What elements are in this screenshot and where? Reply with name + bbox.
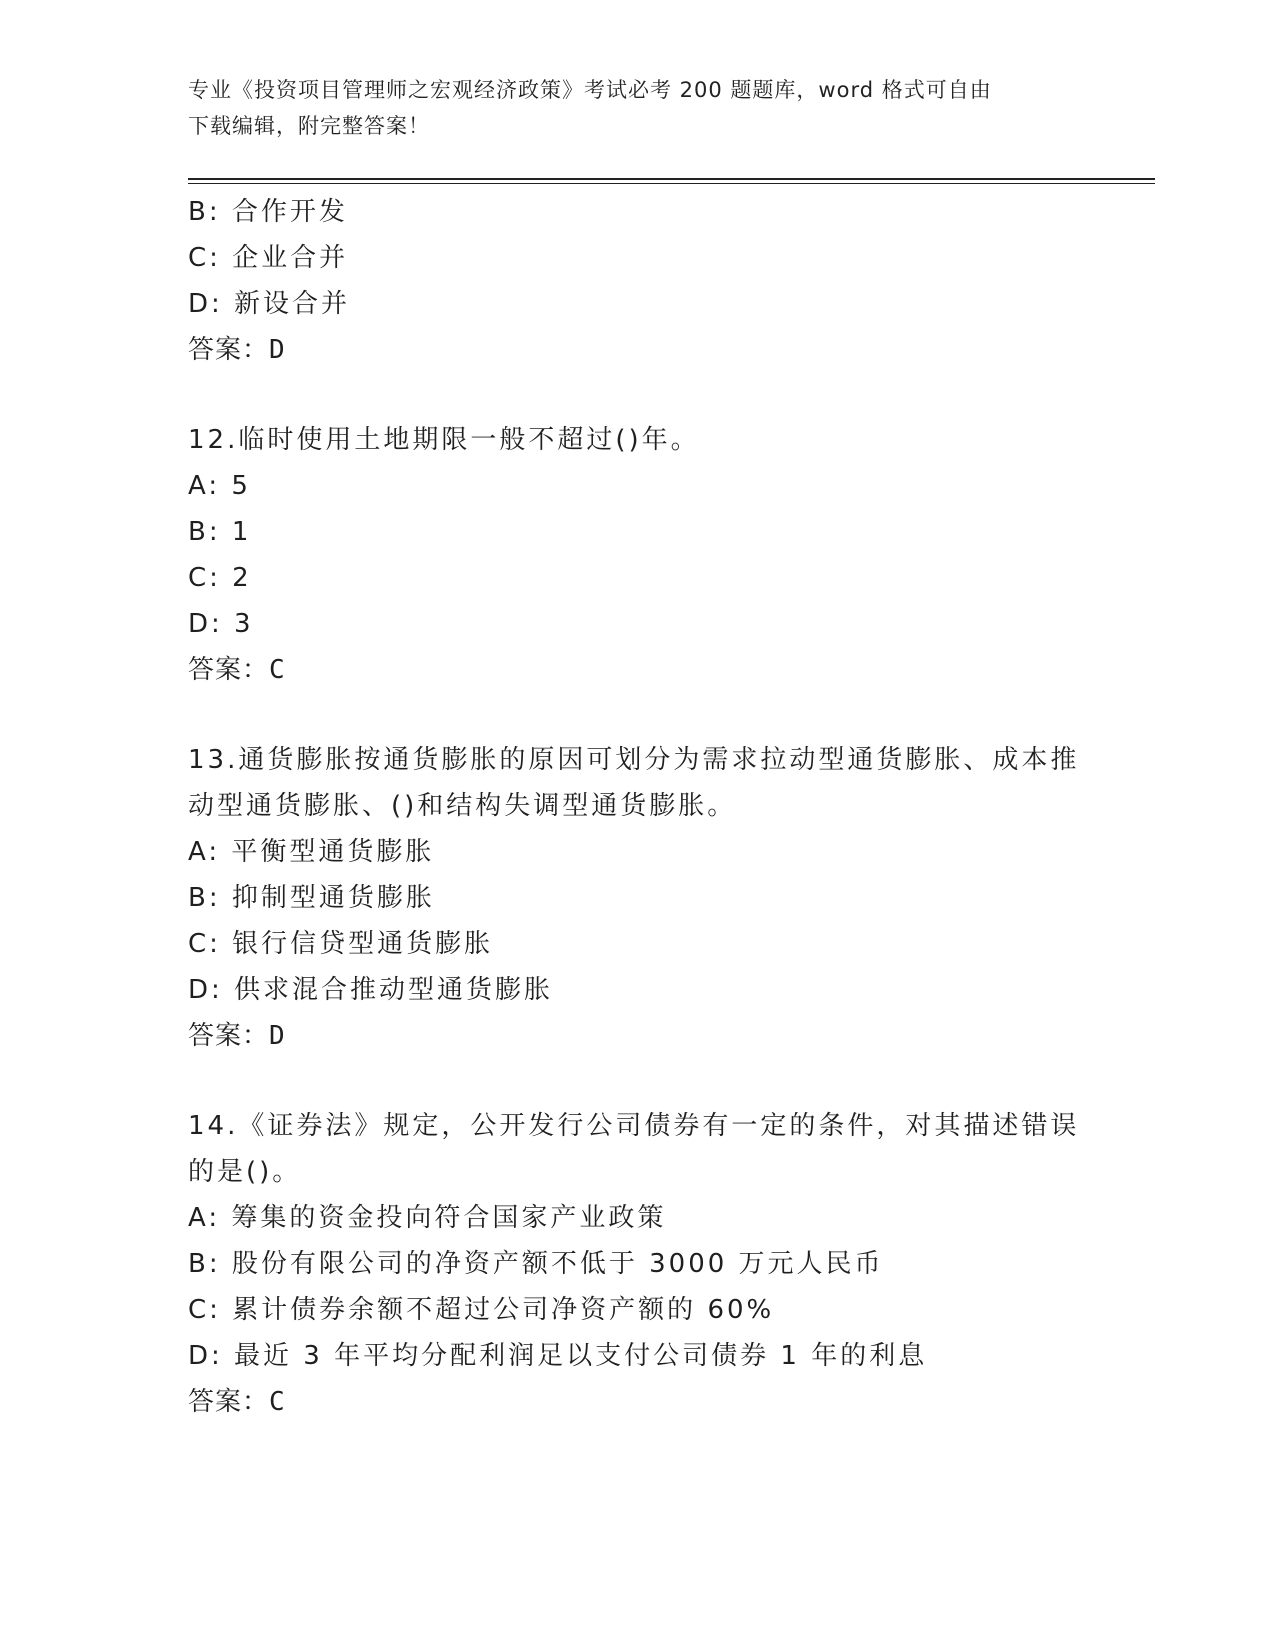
option-a: A: 筹集的资金投向符合国家产业政策 [188, 1203, 667, 1233]
document-header [188, 72, 1068, 144]
answer-line: 答案：C [188, 655, 286, 685]
option-d: D: 最近 3 年平均分配利润足以支付公司债券 1 年的利息 [188, 1341, 928, 1371]
question-spacer [188, 373, 1088, 417]
option-d: D: 供求混合推动型通货膨胀 [188, 975, 554, 1005]
question-11-continued [188, 189, 1088, 373]
header-divider-thin [188, 183, 1155, 184]
header-line-1: 专业《投资项目管理师之宏观经济政策》考试必考 200 题题库，word 格式可自由 [188, 78, 992, 102]
option-b: B: 合作开发 [188, 197, 348, 227]
question-list [188, 189, 1088, 1425]
header-line-2: 下载编辑，附完整答案！ [188, 114, 430, 138]
option-b: B: 1 [188, 517, 252, 547]
answer-line: 答案：D [188, 335, 286, 365]
option-d: D: 3 [188, 609, 254, 639]
option-c: C: 累计债券余额不超过公司净资产额的 60% [188, 1295, 775, 1325]
question-12 [188, 417, 1088, 693]
question-stem-line-1: 14.《证券法》规定，公开发行公司债券有一定的条件，对其描述错误 [188, 1111, 1080, 1141]
answer-line: 答案：C [188, 1387, 286, 1417]
question-spacer [188, 1059, 1088, 1103]
option-b: B: 股份有限公司的净资产额不低于 3000 万元人民币 [188, 1249, 884, 1279]
option-c: C: 2 [188, 563, 252, 593]
option-c: C: 银行信贷型通货膨胀 [188, 929, 494, 959]
question-stem-line-2: 的是()。 [188, 1157, 302, 1187]
question-13 [188, 737, 1088, 1059]
option-c: C: 企业合并 [188, 243, 349, 273]
question-stem-line-2: 动型通货膨胀、()和结构失调型通货膨胀。 [188, 791, 737, 821]
option-d: D: 新设合并 [188, 289, 351, 319]
question-14 [188, 1103, 1088, 1425]
question-stem-line-1: 13.通货膨胀按通货膨胀的原因可划分为需求拉动型通货膨胀、成本推 [188, 745, 1080, 775]
question-stem: 12.临时使用土地期限一般不超过()年。 [188, 425, 700, 455]
question-spacer [188, 693, 1088, 737]
option-a: A: 5 [188, 471, 251, 501]
option-b: B: 抑制型通货膨胀 [188, 883, 435, 913]
option-a: A: 平衡型通货膨胀 [188, 837, 435, 867]
answer-line: 答案：D [188, 1021, 286, 1051]
header-divider-thick [188, 178, 1155, 180]
